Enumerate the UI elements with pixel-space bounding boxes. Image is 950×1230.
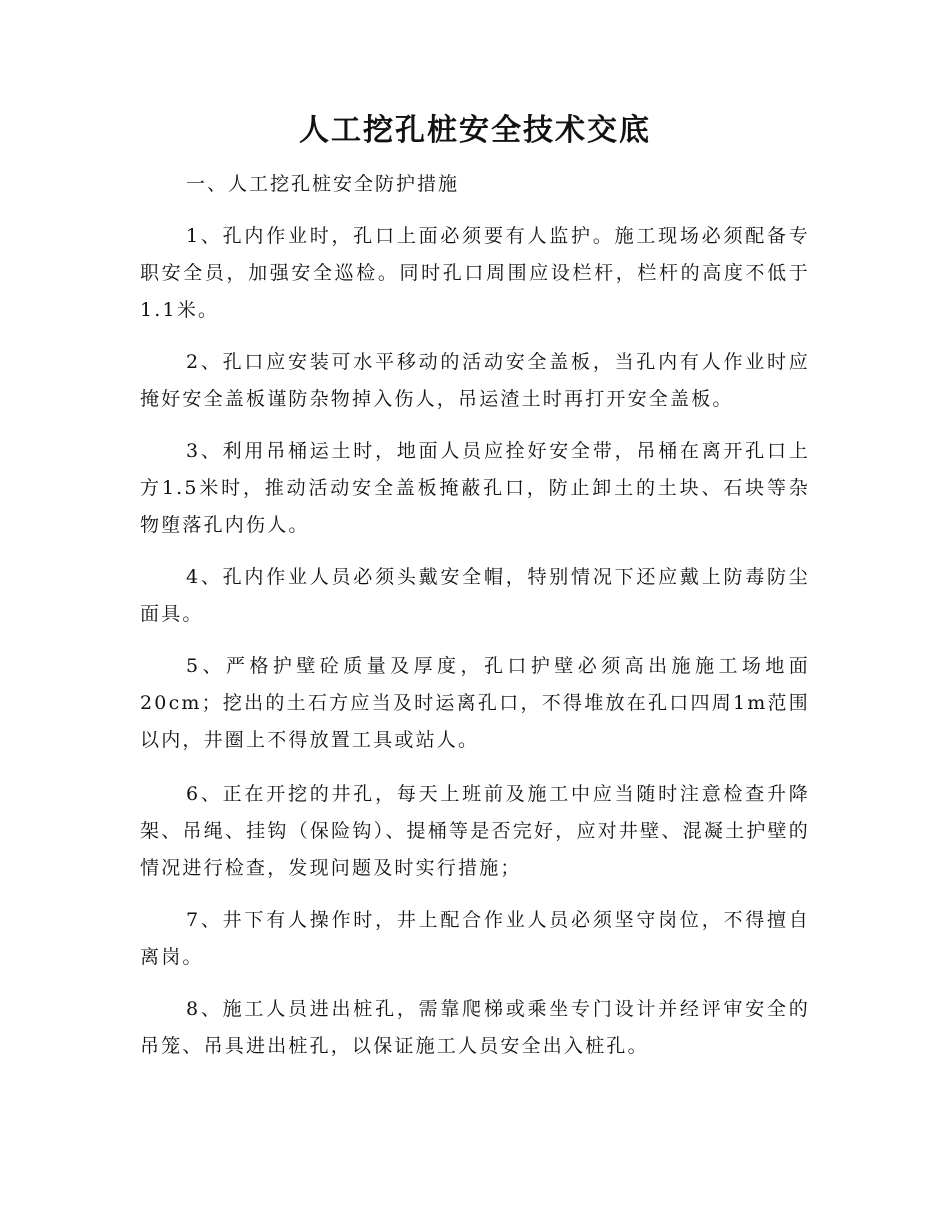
paragraph-1: 1、孔内作业时，孔口上面必须要有人监护。施工现场必须配备专职安全员，加强安全巡检。同时孔口周围应设栏杆，栏杆的高度不低于1.1米。 (140, 225, 810, 321)
document-title: 人工挖孔桩安全技术交底 (299, 113, 651, 148)
paragraph-8: 8、施工人员进出桩孔，需靠爬梯或乘坐专门设计并经评审安全的吊笼、吊具进出桩孔，以保证施工人员安全出入桩孔。 (140, 998, 810, 1057)
paragraph-4: 4、孔内作业人员必须头戴安全帽，特别情况下还应戴上防毒防尘面具。 (140, 566, 810, 625)
paragraph-3: 3、利用吊桶运土时，地面人员应拴好安全带，吊桶在离开孔口上方1.5米时，推动活动安全盖板掩蔽孔口，防止卸土的土块、石块等杂物堕落孔内伤人。 (140, 440, 810, 536)
section-heading: 一、人工挖孔桩安全防护措施 (186, 173, 460, 195)
paragraph-6: 6、正在开挖的井孔，每天上班前及施工中应当随时注意检查升降架、吊绳、挂钩（保险钩）、提桶等是否完好，应对井壁、混凝土护壁的情况进行检查，发现问题及时实行措施； (140, 783, 810, 879)
paragraph-2: 2、孔口应安装可水平移动的活动安全盖板，当孔内有人作业时应掩好安全盖板谨防杂物掉入伤人，吊运渣土时再打开安全盖板。 (140, 351, 810, 410)
paragraph-7: 7、井下有人操作时，井上配合作业人员必须坚守岗位，不得擅自离岗。 (140, 909, 810, 968)
paragraph-5: 5、严格护壁砼质量及厚度，孔口护壁必须高出施施工场地面20cm；挖出的土石方应当及时运离孔口，不得堆放在孔口四周1m范围以内，井圈上不得放置工具或站人。 (140, 655, 810, 751)
